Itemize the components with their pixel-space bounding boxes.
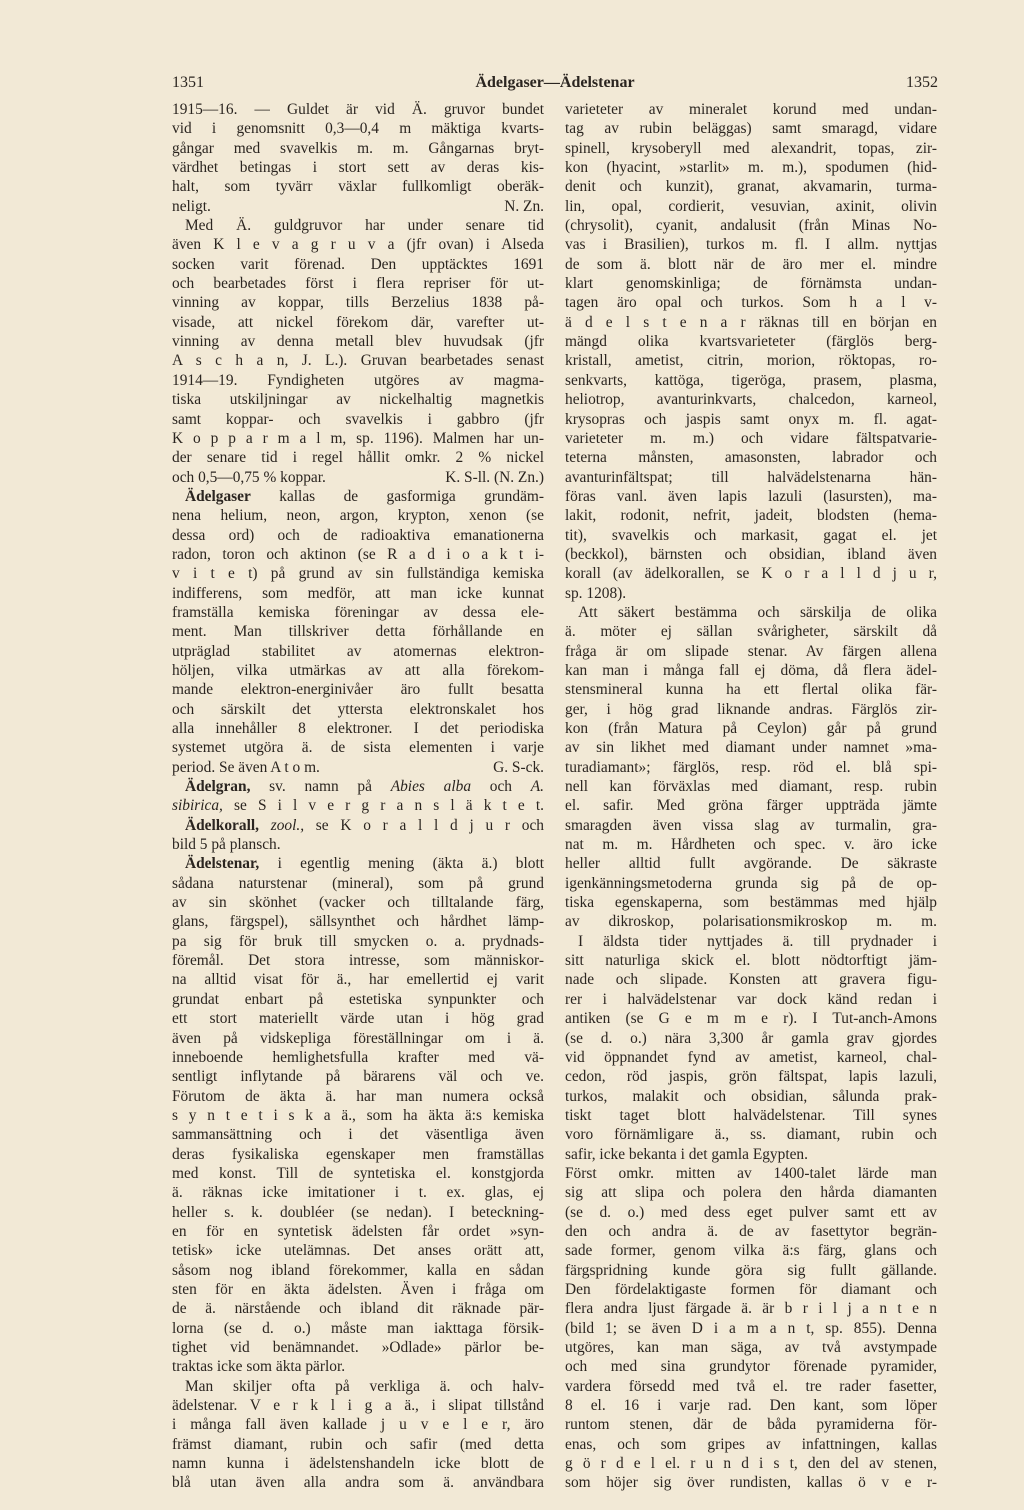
- page-number-right: 1352: [906, 74, 938, 91]
- text-line: Först omkr. mitten av 1400-talet lärde man: [565, 1164, 937, 1182]
- text-line: [172, 758, 544, 777]
- text-line: turkos, malakit och obsidian, sålunda prak-: [565, 1087, 937, 1105]
- text-line: pa sig för bruk till smycken o. a. prydnads-: [172, 932, 544, 950]
- paragraph: [172, 1377, 544, 1493]
- text-line: Ädelgran, sv. namn på Abies alba och A.: [185, 778, 544, 796]
- text-line: utgöres, kan man säga, av två avstympade: [565, 1339, 937, 1356]
- text-line: K o p p a r m a l m, sp. 1196). Malmen har un-: [172, 429, 544, 447]
- text-line: nat m. m. Hårdheten och spec. v. äro icke: [565, 836, 937, 854]
- text-line: de som ä. blott när de äro mer el. mindre: [565, 255, 937, 273]
- text-line: tiskt taget blott halvädelstenar. Till synes: [565, 1106, 937, 1124]
- text-line: (chrysolit), cyanit, andalusit (från Minas No-: [565, 217, 937, 235]
- paragraph: [565, 932, 937, 1164]
- text-line: samt koppar- och svavelkis i gabbro (jfr: [172, 410, 544, 428]
- text-line: dessa ord) och de radioaktiva emanationerna: [172, 526, 544, 544]
- text-line: den och andra ä. de av fasettytor begrän-: [565, 1222, 937, 1240]
- text-line: fråga är om slipade stenar. Av färgen allena: [565, 642, 937, 660]
- text-line: tiska egenskaperna, som bestämmas med hjälp: [565, 894, 937, 912]
- text-line: sitt naturliga skick el. blott nödtorftigt jäm-: [565, 952, 937, 970]
- text-line: bild 5 på plansch.: [172, 836, 281, 854]
- text-line: Den fördelaktigaste formen för diamant och: [565, 1280, 937, 1298]
- text-line: rer i halvädelstenar var dock känd redan i: [565, 990, 937, 1008]
- text-line: tit), svavelkis och markasit, gagat el. jet: [565, 526, 937, 544]
- text-line: mande elektron-energinivåer äro fullt besatta: [172, 681, 544, 699]
- text-line: 1915—16. — Guldet är vid Ä. gruvor bundet: [172, 101, 544, 118]
- text-line: smaragden även vissa slag av turmalin, gra-: [565, 816, 937, 834]
- text-line: även K l e v a g r u v a (jfr ovan) i Alseda: [172, 236, 544, 254]
- text-line: såsom nog ibland förekommer, kalla en sådan: [172, 1261, 544, 1279]
- text-line: spinell, krysoberyll med alexandrit, topas, zir-: [565, 139, 937, 157]
- text-line: sentligt inflytande på bärarens väl och ve.: [172, 1068, 544, 1086]
- text-line: kon (hyacint, »starlit» m. m.), spodumen (hid-: [565, 159, 937, 177]
- text-line: kon (från Matura på Ceylon) går på grund: [565, 720, 937, 737]
- text-line: lin, opal, cordierit, vesuvian, axinit, olivin: [565, 197, 937, 215]
- text-line: cedon, röd jaspis, grön fältspat, lapis lazuli,: [565, 1068, 937, 1086]
- text-line: sådana naturstenar (mineral), som på grund: [172, 874, 544, 892]
- text-line: Förutom de äkta ä. har man numera också: [172, 1087, 544, 1105]
- text-line: safir, icke bekanta i det gamla Egypten.: [565, 1145, 808, 1163]
- paragraph: [172, 487, 544, 777]
- text-line: kan man i många fall ej döma, då flera ädel-: [565, 661, 937, 679]
- page-title: Ädelgaser—Ädelstenar: [475, 74, 635, 91]
- text-line: heller s. k. doubléer (se nedan). I beteckning-: [172, 1203, 544, 1221]
- author-signature: K. S-ll. (N. Zn.): [445, 468, 544, 486]
- running-header: [172, 74, 938, 96]
- text-line: i många fall även kallade j u v e l e r, äro: [172, 1416, 544, 1434]
- paragraph: [565, 1164, 937, 1493]
- text-line: nade och slipade. Konsten att gravera figu-: [565, 971, 937, 989]
- text-line: (se d. o.) nära 3,300 år gamla grav gjordes: [565, 1029, 937, 1047]
- text-line: varieteter m. m.) och vidare fältspatvarie-: [565, 429, 937, 447]
- text-line: I äldsta tider nyttjades ä. till prydnader i: [578, 932, 937, 950]
- entry-headword: Ädelgran,: [185, 778, 251, 796]
- text-line: värdhet betingas i stort sett av deras kis-: [172, 159, 544, 177]
- text-line: (se d. o.) med dess eget pulver samt ett av: [565, 1203, 937, 1221]
- text-line: som höjer sig över rundisten, kallas ö v e r-: [565, 1474, 937, 1492]
- text-line: krysopras och jaspis samt onyx m. fl. agat-: [565, 410, 937, 428]
- text-line: ädelstenar. V e r k l i g a ä., i slipat tillstånd: [172, 1397, 544, 1415]
- author-signature: G. S-ck.: [493, 758, 544, 776]
- text-line: höljen, vilka utmärkas av att alla förekom-: [172, 661, 544, 679]
- text-line: systemet utgöra ä. de sista elementen i varje: [172, 739, 544, 757]
- text-line: teterna månsten, amasonsten, labrador och: [565, 449, 937, 467]
- text-column-left: [172, 100, 544, 1493]
- text-line: alla innehåller 8 elektroner. I det periodiska: [172, 720, 544, 737]
- text-line: ger, i hög grad liknande andras. Färglös zir-: [565, 700, 937, 718]
- text-line: och med sina grundytor förenade pyramider,: [565, 1358, 937, 1376]
- text-line: och särskilt det yttersta elektronskalet hos: [172, 700, 544, 718]
- text-line: (bild 1; se även D i a m a n t, sp. 855). Denna: [565, 1319, 937, 1337]
- text-line: Ädelkorall, zool., se K o r a l l d j u r och: [185, 816, 544, 834]
- page-number-left: 1351: [172, 74, 204, 91]
- line-text: och 0,5—0,75 % koppar.: [172, 468, 326, 486]
- text-line: 1914—19. Fyndigheten utgöres av magma-: [172, 371, 544, 389]
- text-line: halt, som tyvärr växlar fullkomligt oberäk-: [172, 178, 544, 196]
- text-line: traktas icke som äkta pärlor.: [172, 1358, 346, 1376]
- text-line: sammansättning och i det väsentliga även: [172, 1126, 544, 1144]
- italic-term: Abies alba: [390, 778, 472, 796]
- text-line: deras fysikaliska egenskaper men framställas: [172, 1145, 544, 1163]
- text-line: denit och kunzit), granat, akvamarin, turma-: [565, 178, 937, 196]
- text-line: enas, och som gripes av infattningen, kallas: [565, 1435, 937, 1453]
- text-line: igenkänningsmetoderna grunda sig på de op-: [565, 874, 937, 892]
- text-line: glans, färgspel), sällsynthet och hårdhet lämp-: [172, 913, 544, 931]
- paragraph: [172, 216, 544, 487]
- text-line: g ö r d e l el. r u n d i s t, den del av stenen,: [565, 1455, 937, 1473]
- text-line: korall (av ädelkorallen, se K o r a l l d j u r,: [565, 565, 937, 583]
- paragraph: [172, 777, 544, 816]
- text-line: socken varit förenad. Den upptäcktes 1691: [172, 255, 544, 273]
- text-line: turadiamant»; färglös, resp. röd el. blå spi-: [565, 758, 937, 776]
- italic-term: zool.,: [270, 816, 305, 834]
- paragraph: [172, 854, 544, 1376]
- text-line: indifferens, som medför, att man icke kunnat: [172, 584, 544, 602]
- text-line: tiska utskiljningar av nickelhaltig magnetkis: [172, 391, 544, 409]
- text-line: sig att slipa och polera den hårda diamanten: [565, 1184, 937, 1202]
- paragraph: [172, 816, 544, 855]
- text-line: klart genomskinliga; de förnämsta undan-: [565, 275, 937, 293]
- text-line: ett stort materiellt värde utan i hög grad: [172, 1010, 544, 1028]
- text-line: sp. 1208).: [565, 584, 627, 602]
- text-line: visade, att nickel förekom där, varefter ut-: [172, 313, 544, 331]
- text-line: en för en syntetisk ädelsten får ordet »syn-: [172, 1222, 544, 1240]
- text-line: nena helium, neon, argon, krypton, xenon (se: [172, 507, 544, 525]
- entry-headword: Ädelstenar,: [185, 855, 260, 873]
- text-line: främst diamant, rubin och safir (med detta: [172, 1435, 544, 1453]
- text-line: runtom stenen, där de båda pyramiderna för-: [565, 1416, 937, 1434]
- text-line: tetisk» icke utelämnas. Det anses orätt att,: [172, 1242, 544, 1260]
- text-line: avanturinfältspat; till halvädelstenarna hän-: [565, 468, 937, 486]
- italic-term: sibirica,: [172, 797, 223, 815]
- text-line: tag av rubin beläggas) samt smaragd, vidare: [565, 120, 937, 138]
- text-line: mängd olika kvartsvarieteter (färglös berg-: [565, 333, 937, 351]
- text-line: utpräglad stabilitet av atomernas elektron-: [172, 642, 544, 660]
- text-line: heller alltid fullt avgörande. De säkraste: [565, 855, 937, 873]
- text-line: flera andra ljust färgade ä. är b r i l j a n t e n: [565, 1300, 937, 1318]
- text-line: även på vidskepliga föreställningar om i ä.: [172, 1029, 544, 1047]
- text-line: namn kunna i ädelstenshandeln icke blott de: [172, 1455, 544, 1473]
- text-line: Ädelstenar, i egentlig mening (äkta ä.) blott: [185, 855, 544, 873]
- text-line: vid i genomsnitt 0,3—0,4 m mäktiga kvarts-: [172, 120, 544, 138]
- text-line: de ä. närstående och ibland dit räknade pär-: [172, 1300, 544, 1318]
- text-line: varieteter av mineralet korund med undan-: [565, 101, 937, 118]
- text-line: na alltid visat för ä., har emellertid ej varit: [172, 971, 544, 989]
- text-line: framställa kemiska föreningar av dessa ele-: [172, 603, 544, 621]
- text-line: heliotrop, avanturinkvarts, chalcedon, karneol,: [565, 391, 937, 409]
- text-line: nell kan förväxlas med diamant, resp. rubin: [565, 778, 937, 796]
- text-line: Med Ä. guldgruvor har under senare tid: [185, 217, 544, 235]
- text-line: sten för en äkta ädelsten. Även i fråga om: [172, 1280, 544, 1298]
- paragraph: [172, 100, 544, 216]
- text-line: (beckkol), bärnsten och obsidian, ibland även: [565, 545, 937, 563]
- text-line: av sin skönhet (vacker och tilltalande färg,: [172, 894, 544, 912]
- entry-headword: Ädelkorall,: [185, 816, 259, 834]
- text-column-right: [565, 100, 937, 1493]
- text-line: lakit, rodonit, nefrit, jadeit, blodsten (hema-: [565, 507, 937, 525]
- paragraph: [565, 100, 937, 603]
- text-line: antiken (se G e m m e r). I Tut-anch-Amons: [565, 1010, 937, 1028]
- italic-term: A.: [530, 778, 544, 796]
- author-signature: N. Zn.: [504, 197, 544, 215]
- text-line: sade former, genom vilka ä:s färg, glans och: [565, 1242, 937, 1260]
- text-line: blå utan även alla andra som ä. användbara: [172, 1474, 544, 1492]
- text-line: ment. Man tillskriver detta förhållande en: [172, 623, 544, 641]
- text-line: 8 el. 16 i varje rad. Den kant, som löper: [565, 1397, 937, 1415]
- text-line: [172, 197, 544, 216]
- line-text: period. Se även A t o m.: [172, 758, 320, 776]
- text-line: inneboende hemlighetsfulla krafter med vä-: [172, 1048, 544, 1066]
- text-line: gångar med svavelkis m. m. Gångarnas bryt-: [172, 139, 544, 157]
- text-line: Att säkert bestämma och särskilja de olika: [578, 603, 937, 621]
- text-line: ä. möter ej sällan svårigheter, särskilt då: [565, 623, 937, 641]
- text-line: vardera försedd med två el. tre rader fasetter,: [565, 1377, 937, 1395]
- text-line: s y n t e t i s k a ä., som ha äkta ä:s kemiska: [172, 1106, 544, 1124]
- text-line: och bearbetades först i flera repriser för ut-: [172, 275, 544, 293]
- text-line: grundat enbart på estetiska synpunkter och: [172, 990, 544, 1008]
- text-line: ä d e l s t e n a r räknas till en början en: [565, 313, 937, 331]
- text-line: sibirica, se S i l v e r g r a n s l ä k t e t.: [172, 797, 544, 815]
- text-line: voro förnämligare ä., ss. diamant, rubin och: [565, 1126, 937, 1144]
- text-line: lorna (se d. o.) måste man iakttaga försik-: [172, 1319, 544, 1337]
- text-line: av dikroskop, polarisationsmikroskop m. m.: [565, 913, 937, 931]
- text-line: tighet vid benämnandet. »Odlade» pärlor be-: [172, 1339, 544, 1356]
- text-line: radon, toron och aktinon (se R a d i o a k t i-: [172, 545, 544, 563]
- text-line: el. safir. Med gröna färger uppträda jämte: [565, 797, 937, 815]
- text-line: färgspridning kunde göra sig fullt gällande.: [565, 1261, 937, 1279]
- text-line: vas i Brasilien), turkos m. fl. I allm. nyttjas: [565, 236, 937, 254]
- text-line: senkvarts, kattöga, tigeröga, prasem, plasma,: [565, 371, 937, 389]
- text-line: Man skiljer ofta på verkliga ä. och halv-: [185, 1377, 544, 1395]
- text-line: föremål. Det stora intresse, som människor-: [172, 952, 544, 970]
- text-line: av sin likhet med diamant under namnet »ma-: [565, 739, 937, 757]
- text-line: A s c h a n, J. L.). Gruvan bearbetades senast: [172, 352, 544, 370]
- text-line: v i t e t) på grund av sin fullständiga kemiska: [172, 565, 544, 583]
- text-line: stensmineral kunna ha ett flertal olika fär-: [565, 681, 937, 699]
- text-line: med konst. Till de syntetiska el. konstgjorda: [172, 1164, 544, 1182]
- line-text: neligt.: [172, 197, 211, 215]
- text-line: vinning av koppar, tills Berzelius 1838 på-: [172, 294, 544, 312]
- text-line: [172, 468, 544, 487]
- text-line: föras vanl. även lapis lazuli (lasursten), ma-: [565, 487, 937, 505]
- text-line: ä. räknas icke imitationer i t. ex. glas, ej: [172, 1184, 544, 1202]
- text-line: Ädelgaser kallas de gasformiga grundäm-: [185, 487, 544, 505]
- paragraph: [565, 603, 937, 932]
- text-line: tagen äro opal och turkos. Som h a l v-: [565, 294, 937, 312]
- entry-headword: Ädelgaser: [185, 487, 251, 505]
- text-line: vid öppnandet fynd av ametist, karneol, chal-: [565, 1048, 937, 1066]
- text-line: der senare tid i regel hållit omkr. 2 % nickel: [172, 449, 544, 467]
- text-line: kristall, ametist, citrin, morion, röktopas, ro-: [565, 352, 937, 370]
- text-line: vinning av denna metall blev huvudsak (jfr: [172, 333, 544, 351]
